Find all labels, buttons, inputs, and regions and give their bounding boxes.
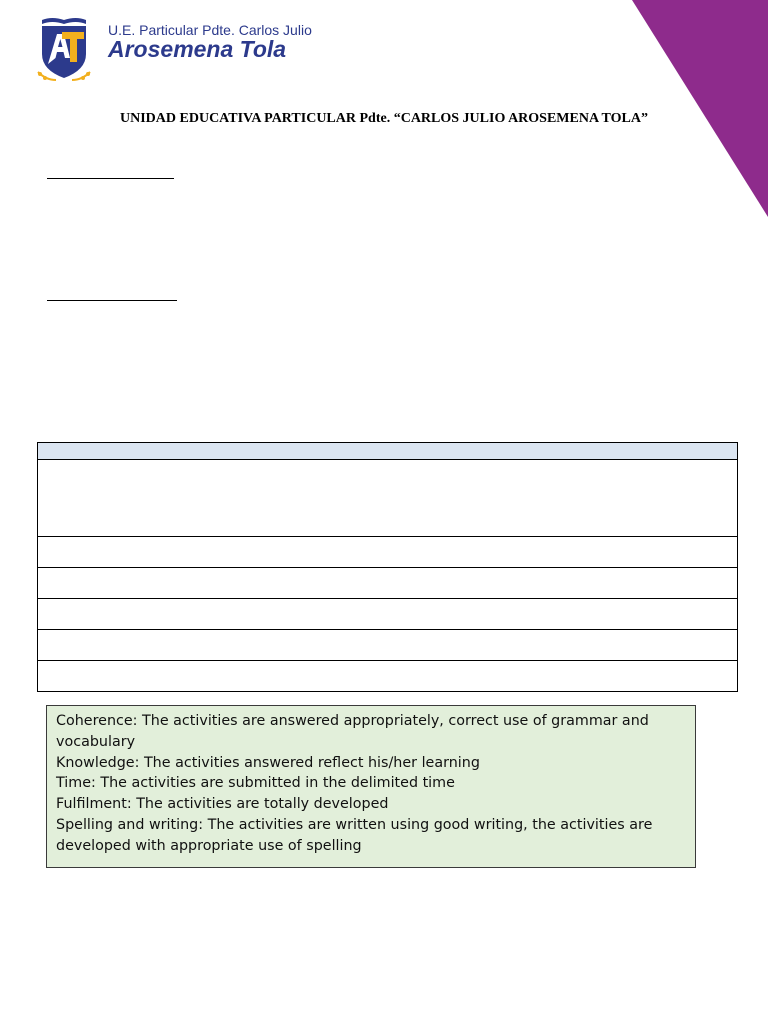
table-row: [38, 598, 737, 629]
school-title: UNIDAD EDUCATIVA PARTICULAR Pdte. “CARLOS JULIO AROSEMENA TOLA”: [120, 111, 648, 126]
blank-line: [47, 178, 174, 179]
table-header-row: [38, 443, 737, 459]
criteria-knowledge: Knowledge: The activities answered reflect his/her learning: [56, 754, 480, 771]
criteria-fulfilment: Fulfilment: The activities are totally developed: [56, 796, 389, 813]
criteria-spelling: Spelling and writing: The activities are written using good writing, the activities are developed with appropriate use of spelling: [56, 816, 653, 854]
evaluation-table: [37, 442, 738, 692]
table-row: [38, 629, 737, 660]
table-row: [38, 660, 737, 691]
blank-line: [47, 300, 177, 301]
shield-icon: [32, 14, 112, 84]
criteria-box: [46, 705, 696, 868]
logo-name: Arosemena Tola: [108, 36, 287, 62]
table-row: [38, 459, 737, 536]
school-logo: [32, 14, 322, 84]
table-row: [38, 536, 737, 567]
logo-subtitle: U.E. Particular Pdte. Carlos Julio: [108, 22, 312, 38]
criteria-coherence: Coherence: The activities are answered appropriately, correct use of grammar and vocabulary: [56, 713, 649, 750]
criteria-time: Time: The activities are submitted in the delimited time: [56, 775, 455, 792]
table-row: [38, 567, 737, 598]
